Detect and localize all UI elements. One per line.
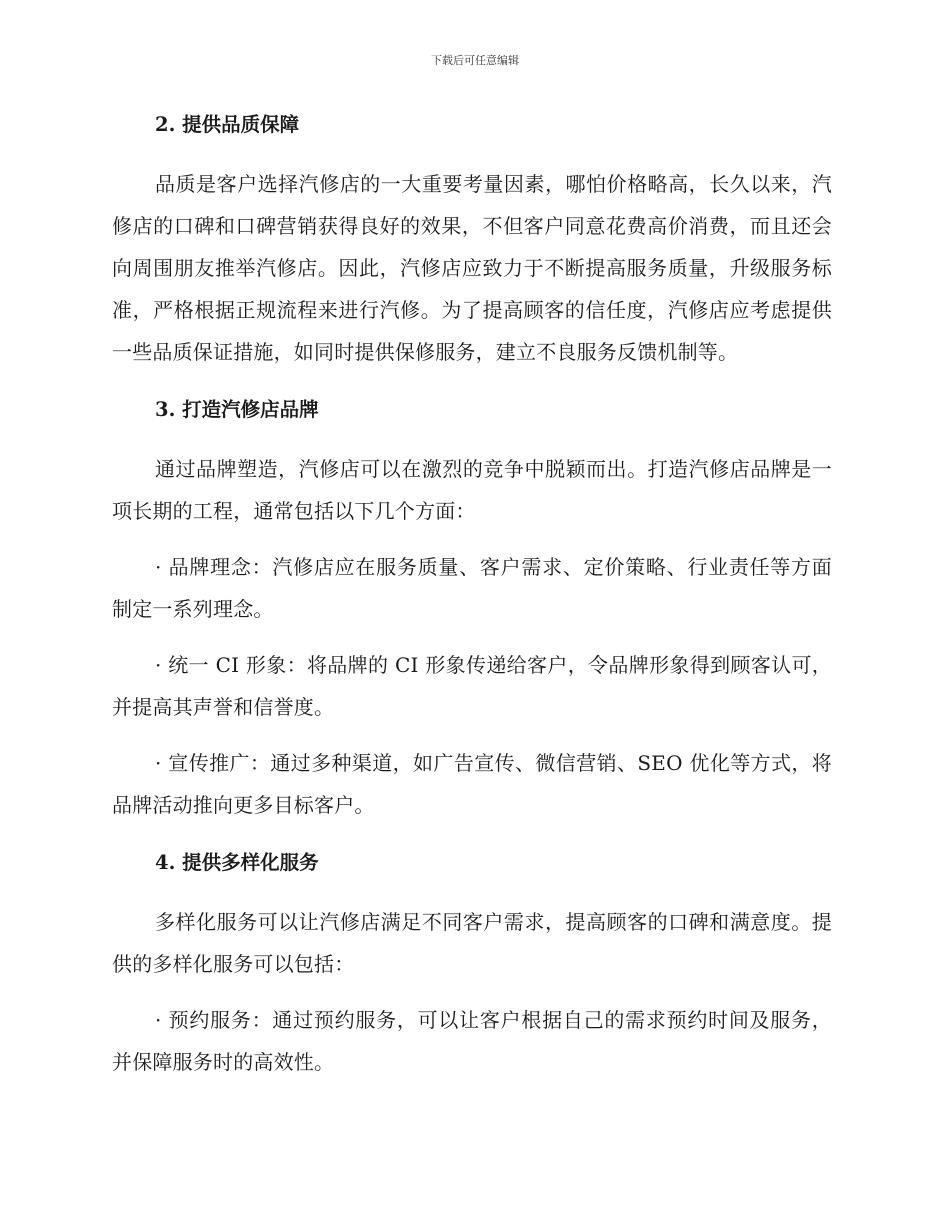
bullet-item: · 统一 CI 形象：将品牌的 CI 形象传递给客户，令品牌形象得到顾客认可，并提高其声誉和信誉度。 [112,653,832,719]
document-body [112,110,832,1097]
paragraph: 品质是客户选择汽修店的一大重要考量因素，哪怕价格略高，长久以来，汽修店的口碑和口碑营销获得良好的效果，不但客户同意花费高价消费，而且还会向周围朋友推举汽修店。因此，汽修店应致力于不断提高服务质量，升级服务标准，严格根据正规流程来进行汽修。为了提高顾客的信任度，汽修店应考虑提供一些品质保证措施，如同时提供保修服务，建立不良服务反馈机制等。 [112,172,832,364]
bullet-item: · 预约服务：通过预约服务，可以让客户根据自己的需求预约时间及服务，并保障服务时的高效性。 [112,1008,832,1074]
section-title: 3. 打造汽修店品牌 [155,398,319,421]
section-title: 2. 提供品质保障 [155,113,300,136]
bullet-item: · 宣传推广：通过多种渠道，如广告宣传、微信营销、SEO 优化等方式，将品牌活动推向更多目标客户。 [112,751,832,817]
paragraph: 通过品牌塑造，汽修店可以在激烈的竞争中脱颖而出。打造汽修店品牌是一项长期的工程，通常包括以下几个方面： [112,457,832,523]
section-brand-building [112,395,832,826]
bullet-item: · 品牌理念：汽修店应在服务质量、客户需求、定价策略、行业责任等方面制定一系列理念。 [112,555,832,621]
page-header: 下载后可任意编辑 [431,54,519,67]
section-diversified-services [112,848,832,1083]
section-title: 4. 提供多样化服务 [155,851,319,874]
paragraph: 多样化服务可以让汽修店满足不同客户需求，提高顾客的口碑和满意度。提供的多样化服务可以包括： [112,910,832,976]
section-quality-assurance [112,110,832,373]
